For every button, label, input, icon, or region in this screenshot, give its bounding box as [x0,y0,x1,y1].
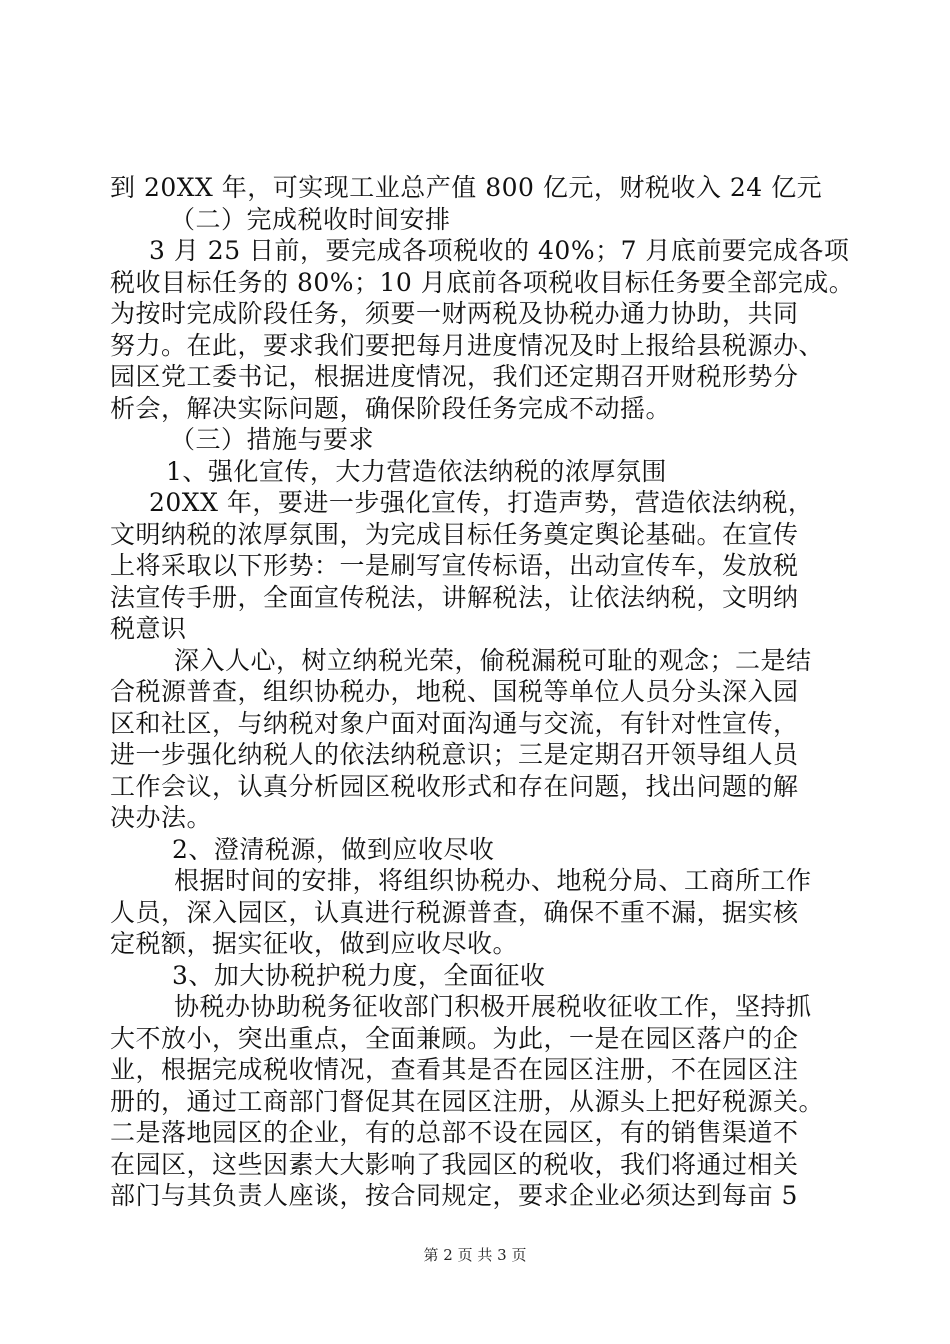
paragraph-line: 二是落地园区的企业，有的总部不设在园区，有的销售渠道不 [110,1118,799,1147]
paragraph-line: 法宣传手册，全面宣传税法，讲解税法，让依法纳税，文明纳 [110,582,799,612]
paragraph-line: 人员，深入园区，认真进行税源普查，确保不重不漏，据实核 [110,897,799,927]
paragraph-line: 税意识 [110,614,187,643]
section-heading: （三）措施与要求 [170,425,375,454]
document-body [110,172,870,1212]
paragraph-line: 部门与其负责人座谈，按合同规定，要求企业必须达到每亩 5 [110,1181,798,1210]
paragraph-line: 园区党工委书记，根据进度情况，我们还定期召开财税形势分 [110,362,799,391]
section-heading: （二）完成税收时间安排 [170,204,451,234]
subsection-heading: 2、澄清税源，做到应收尽收 [172,834,495,864]
paragraph-line: 业，根据完成税收情况，查看其是否在园区注册，不在园区注 [110,1055,799,1084]
subsection-heading: 3、加大协税护税力度，全面征收 [172,960,546,990]
paragraph-line: 定税额，据实征收，做到应收尽收。 [110,929,519,958]
paragraph-line: 析会，解决实际问题，确保阶段任务完成不动摇。 [110,393,672,423]
paragraph-line: 深入人心，树立纳税光荣，偷税漏税可耻的观念；二是结 [174,645,812,675]
paragraph-line: 决办法。 [110,803,213,832]
paragraph-line: 在园区，这些因素大大影响了我园区的税收，我们将通过相关 [110,1149,799,1179]
subsection-heading: 1、强化宣传，大力营造依法纳税的浓厚氛围 [166,456,667,486]
paragraph-line: 税收目标任务的 80%；10 月底前各项税收目标任务要全部完成。 [110,267,855,297]
paragraph-line: 册的，通过工商部门督促其在园区注册，从源头上把好税源关。 [110,1086,825,1116]
paragraph-line: 合税源普查，组织协税办，地税、国税等单位人员分头深入园 [110,677,799,706]
paragraph-line: 进一步强化纳税人的依法纳税意识；三是定期召开领导组人员 [110,740,799,769]
paragraph-line: 工作会议，认真分析园区税收形式和存在问题，找出问题的解 [110,771,799,801]
paragraph-line: 20XX 年，要进一步强化宣传，打造声势，营造依法纳税， [149,488,814,517]
paragraph-line: 3 月 25 日前，要完成各项税收的 40%；7 月底前要完成各项 [149,236,850,265]
paragraph-line: 努力。在此，要求我们要把每月进度情况及时上报给县税源办、 [110,330,825,360]
paragraph-line: 文明纳税的浓厚氛围，为完成目标任务奠定舆论基础。在宣传 [110,519,799,549]
paragraph-line: 上将采取以下形势：一是刷写宣传标语，出动宣传车，发放税 [110,551,799,580]
paragraph-line: 根据时间的安排，将组织协税办、地税分局、工商所工作 [174,866,812,895]
paragraph-line: 区和社区，与纳税对象户面对面沟通与交流，有针对性宣传， [110,708,799,738]
paragraph-line: 大不放小，突出重点，全面兼顾。为此，一是在园区落户的企 [110,1023,799,1053]
paragraph-line: 协税办协助税务征收部门积极开展税收征收工作，坚持抓 [174,992,812,1021]
paragraph-line: 为按时完成阶段任务，须要一财两税及协税办通力协助，共同 [110,299,799,328]
paragraph-line: 到 20XX 年，可实现工业总产值 800 亿元，财税收入 24 亿元 [110,173,823,202]
page-number-footer: 第 2 页 共 3 页 [423,1246,527,1264]
